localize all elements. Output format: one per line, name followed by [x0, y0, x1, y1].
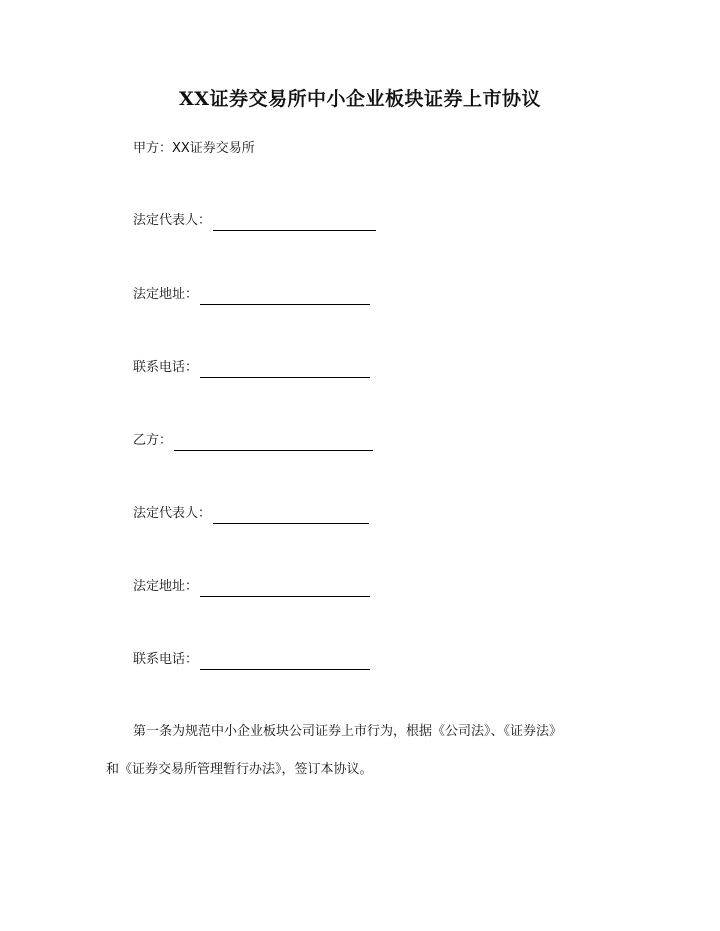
field-label: 乙方：: [133, 433, 173, 448]
field-label: 法定地址：: [133, 579, 199, 594]
field-label: 法定代表人：: [133, 506, 212, 521]
party-b-phone-field: [133, 650, 370, 670]
article-1-line-1: 第一条为规范中小企业板块公司证券上市行为，根据《公司法》、《证券法》: [133, 724, 563, 739]
fill-in-blank: [200, 581, 370, 597]
party-b-legal-representative-field: [133, 504, 369, 524]
party-b-legal-address-field: [133, 577, 370, 597]
party-a-line: 甲方：XX证券交易所: [133, 141, 255, 156]
party-b-field: [133, 431, 373, 451]
fill-in-blank: [174, 435, 373, 451]
fill-in-blank: [200, 654, 370, 670]
party-a-phone-field: [133, 358, 370, 378]
article-1-line-2: 和《证券交易所管理暂行办法》，签订本协议。: [106, 762, 373, 777]
fill-in-blank: [200, 362, 370, 378]
fill-in-blank: [200, 289, 370, 305]
party-a-legal-address-field: [133, 285, 370, 305]
party-a-legal-representative-field: [133, 211, 376, 231]
fill-in-blank: [213, 215, 376, 231]
field-label: 联系电话：: [133, 360, 199, 375]
field-label: 法定代表人：: [133, 213, 212, 228]
document-title: XX证券交易所中小企业板块证券上市协议: [179, 88, 541, 110]
field-label: 法定地址：: [133, 287, 199, 302]
fill-in-blank: [213, 508, 369, 524]
field-label: 联系电话：: [133, 652, 199, 667]
